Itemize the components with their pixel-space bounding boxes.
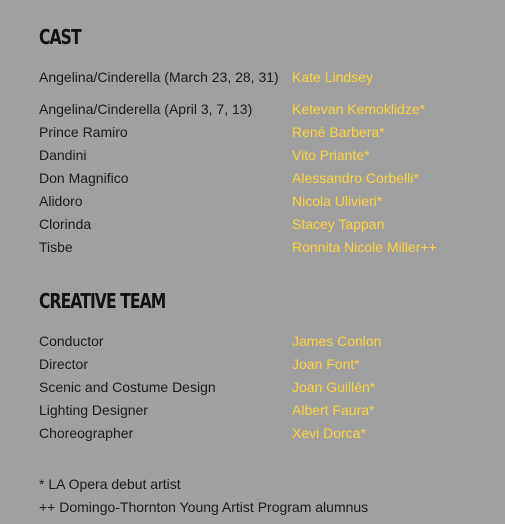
cast-role: Angelina/Cinderella (April 3, 7, 13) bbox=[39, 101, 253, 117]
cast-heading: CAST bbox=[39, 25, 81, 49]
creative-name: Joan Font* bbox=[292, 356, 360, 372]
creative-role: Lighting Designer bbox=[39, 402, 148, 418]
cast-role: Tisbe bbox=[39, 239, 73, 255]
cast-role: Clorinda bbox=[39, 216, 92, 232]
cast-name: Alessandro Corbelli* bbox=[292, 170, 419, 186]
cast-name: Nicola Ulivieri* bbox=[292, 193, 383, 209]
cast-name: Vito Priante* bbox=[292, 147, 370, 163]
creative-name: Joan Guillén* bbox=[292, 379, 376, 395]
creative-role: Choreographer bbox=[39, 425, 134, 441]
footnote-debut: * LA Opera debut artist bbox=[39, 476, 181, 492]
cast-name: René Barbera* bbox=[292, 124, 385, 140]
creative-role: Scenic and Costume Design bbox=[39, 379, 216, 395]
cast-name: Ronnita Nicole Miller++ bbox=[292, 239, 437, 255]
cast-role: Angelina/Cinderella (March 23, 28, 31) bbox=[39, 69, 279, 85]
creative-role: Director bbox=[39, 356, 89, 372]
creative-name: James Conlon bbox=[292, 333, 382, 349]
cast-name: Kate Lindsey bbox=[292, 69, 373, 85]
cast-role: Dandini bbox=[39, 147, 87, 163]
creative-team-heading: CREATIVE TEAM bbox=[39, 289, 166, 313]
creative-name: Albert Faura* bbox=[292, 402, 375, 418]
cast-role: Alidoro bbox=[39, 193, 83, 209]
cast-role: Prince Ramiro bbox=[39, 124, 128, 140]
creative-name: Xevi Dorca* bbox=[292, 425, 366, 441]
footnote-alumnus: ++ Domingo-Thornton Young Artist Program alumnus bbox=[39, 499, 369, 515]
cast-name: Ketevan Kemoklidze* bbox=[292, 101, 426, 117]
cast-name: Stacey Tappan bbox=[292, 216, 385, 232]
creative-role: Conductor bbox=[39, 333, 104, 349]
cast-role: Don Magnifico bbox=[39, 170, 129, 186]
